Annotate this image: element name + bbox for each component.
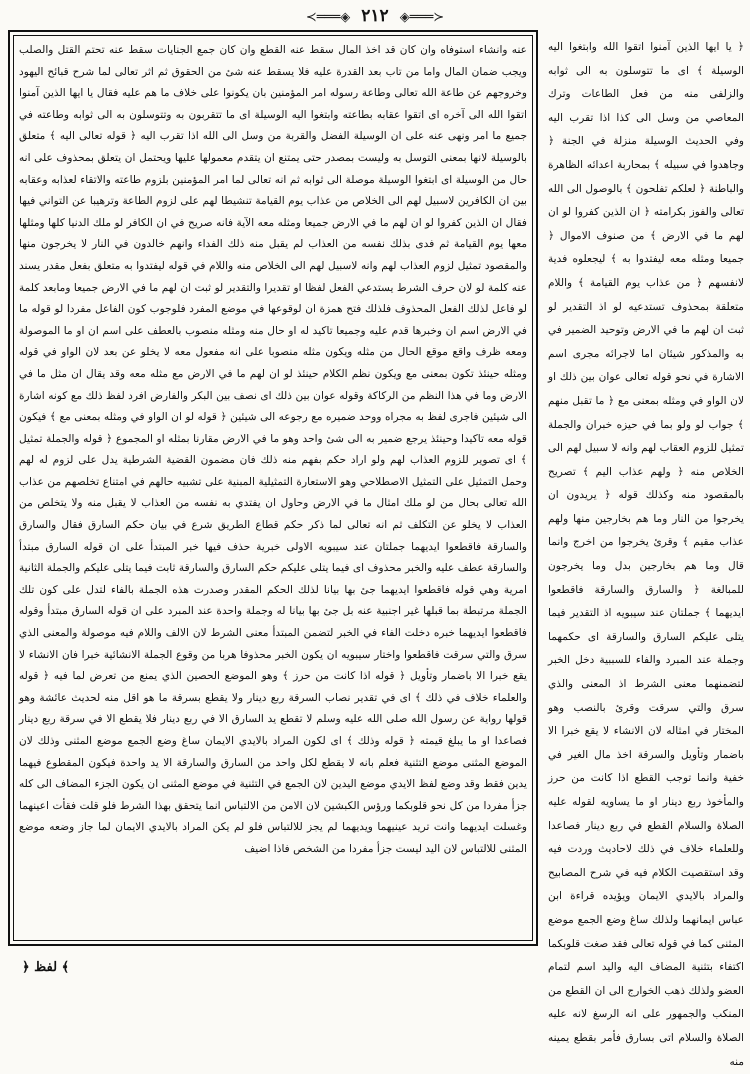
page-number: ٢١٢: [361, 6, 389, 26]
main-commentary-text: عنه وانشاء استوفاه وان كان قد اخذ المال سقط عنه القطع وان كان جمع الجنايات سقط عنه تحتم القتل والصلب ويجب ضمان المال واما من تاب بعد القدرة عليه فلا يسقط عنه شئ من الحقوق ثم اثر تعالى لما شرح قبائح اليهود وخروجهم عن طاعة الله تعالى وطاعة رسوله امر المؤمنين بان يكونوا على خلاف ما هم عليه فقال يا ايها الذين آمنوا اتقوا الله الى آخره اى اتقوا عقابه بطاعته وابتغوا اليه الوسيلة اى ما تتقربون به وتتوسلون به الى ثوابه وطاعته في جميع ما امر ونهى عنه على ان الوسيلة الفضل والقربة من وسل الى الله اذا تقرب اليه ﴿ قوله تعالى اليه ﴾ متعلق بالوسيلة لانها بمعنى التوسل به وليست بمصدر حتى يمتنع ان يتقدم معمولها عليها ويحتمل ان يتعلق بمحذوف على انه حال من الوسيلة اى ابتغوا الوسيلة موصلة الى ثوابه ثم انه تعالى لما امر المؤمنين بلزوم طاعته والاتقاء لعذابه وعقابه بين ان الكافرين لاسبيل لهم الى الخلاص من عذاب يوم القيامة تنشيطا لهم على لزوم الطاعة وترهيبا عن التواني فيها فقال ان الذين كفروا لو ان لهم ما في الارض جميعا ومثله معه الآية فانه صريح في ان الكافر لو ملك الدنيا كلها ومثلها معها يوم القيامة ثم فدى بذلك نفسه من العذاب لم يقبل منه ذلك الفداء وانهم خالدون في النار لا يخرجون منها والمقصود تمثيل لزوم العذاب لهم وانه لاسبيل لهم الى الخلاص منه واللام في قوله ليفتدوا به متعلق بفعل مقدر يسند عنه كلمة لو لان حرف الشرط يستدعي الفعل لفظا او تقديرا والتقدير لو ثبت ان لهم ما في الارض جميعا ومابعد كلمة لو فاعل لذلك الفعل المحذوف فلذلك فتح همزة ان لوقوعها في موضع المفرد فلوجوب كون الفاعل مفردا لو قوله ما في الارض اسم ان وخبرها قدم عليه وجميعا تاكيد له او حال منه ومثله منصوب بالعطف على اسم ان او ما الموصولة ومعه ظرف واقع موقع الحال من مثله ويكون مثله منصوبا على انه مفعول معه لا يخلو عن بعد لان الواو في قوله ومثله حينئذ تكون بمعنى مع ويكون نظم الكلام حينئذ لو ان لهم ما في الارض مع مثله معه وقد يقال ان مثل ما في الارض وما في هذا النظم من الركاكة وقوله عوان بين ذلك اى نصف بين البكر والفارض افرد لفظ ذلك مع كونه اشارة الى شيئين فاجرى لفظ به مجراه ووحد ضميره مع رجوعه الى شيئين ﴿ قوله لو ان الواو في ومثله بمعنى مع ﴾ فيكون قوله معه تاكيدا وحينئذ يرجع ضمير به الى شئ واحد وهو ما في الارض مقارنا بمثله او المجموع ﴿ قوله والجملة تمثيل ﴾ اى تصوير للزوم العذاب لهم ولو اراد حكم بفهم منه ذلك فان مضمون القضية الشرطية يدل على لزوم له لهم وحمل التمثيل على التمثيل الاصطلاحي وهو الاستعارة التمثيلية المبنية على تشبيه حالهم في امتناع تخلصهم من عذاب الله تعالى بحال من لو ملك امثال ما في الارض وحاول ان يفتدي به نفسه من العذاب لا يقبل منه ولا يتخلص من العذاب لا يخلو عن التكلف ثم انه تعالى لما ذكر حكم قطاع الطريق شرع في بيان حكم السارق فقال والسارق والسارقة فاقطعوا ايديهما جملتان عند سيبويه الاولى خبرية حذف فيها خبر المبتدأ على ان قوله السارق مبتدأ والسارقة عطف عليه والخبر محذوف اى فيما يتلى عليكم حكم السارق والسارقة ثابت فيما يتلى عليكم والجملة الثانية امرية وهي قوله فاقطعوا ايديهما جئ بها بيانا لذلك الحكم المقدر وصدرت هذه الجملة بالفاء لتدل على كون تلك الجملة مرتبطة بما قبلها غير اجنبية عنه بل جئ بها بيانا له وجملة واحدة عند المبرد على ان قوله السارق مبتدأ وقوله فاقطعوا ايديهما خبره دخلت الفاء في الخبر لتضمن المبتدأ معنى الشرط لان الالف واللام فيه موصولة والمعنى الذي سرق والتي سرقت فاقطعوا واختار سيبويه ان يكون الخبر محذوفا هربا من وقوع الجملة الانشائية خبرا فان الانشاء لا يقع خبرا الا باضمار وتأويل ﴿ قوله اذا كانت من حرز ﴾ وهو الموضع الحصين الذي يمنع من تعرض لما فيه ﴿ قوله والعلماء خلاف في ذلك ﴾ اى في تقدير نصاب السرقة ربع دينار ولا يقطع بسرقة ما هو اقل منه لحديث عائشة وهو قولها رواية عن رسول الله صلى الله عليه وسلم لا تقطع يد السارق الا في ربع دينار فلا يقطع الا في سرقة ربع دينار فصاعدا او ما يبلغ قيمته ﴿ قوله وذلك ﴾ اى لكون المراد بالايدي الايمان ساغ وضع الجمع موضع المثنى وذلك لان الموضع المثنى موضع التثنية فعلم بانه لا يقطع لكل واحد من السارق والسارقة الا يد واحدة فيكون المقطوع فيهما يدين فقط وقد وضع لفظ الايدي موضع اليدين لان الجمع في التثنية في موضع المثنى ان يكون الجزء المضاف الى كله جزأ مفردا من كل نحو قلوبكما ورؤس الكبشين لان الامن من الالتباس انما يتحقق بهذا الشرط فلو قلت فقأت اعينهما وغسلت ايديهما وانت تريد عينيهما ويديهما لم يجز للالتباس فلو لم يكن المراد بالايدي الايمان لما جاز وضعه موضع المثنى للالتباس لان اليد ليست جزأ مفردا من الشخص فاذا اضيف: [19, 44, 527, 855]
margin-tafsir-column: [548, 36, 744, 1068]
main-commentary-frame: [8, 30, 538, 946]
margin-tafsir-text: ﴿ يا ايها الذين آمنوا اتقوا الله وابتغوا اليه الوسيلة ﴾ اى ما تتوسلون به الى ثوابه والزلفى منه من فعل الطاعات وترك المعاصي من وسل الى كذا اذا تقرب اليه وفي الحديث الوسيلة منزلة في الجنة ﴿ وجاهدوا في سبيله ﴾ بمحاربة اعدائه الظاهرة والباطنة ﴿ لعلكم تفلحون ﴾ بالوصول الى الله تعالى والفوز بكرامته ﴿ ان الذين كفروا لو ان لهم ما في الارض ﴾ من صنوف الاموال ﴿ جميعا ومثله معه ليفتدوا به ﴾ ليجعلوه فدية لانفسهم ﴿ من عذاب يوم القيامة ﴾ واللام متعلقة بمحذوف تستدعيه لو اذ التقدير لو ثبت ان لهم ما في الارض وتوحيد الضمير في به والمذكور شيئان اما لاجرائه مجرى اسم الاشارة في نحو قوله تعالى عوان بين ذلك او لان الواو في ومثله بمعنى مع ﴿ ما تقبل منهم ﴾ جواب لو ولو بما في حيزه خبران والجملة تمثيل للزوم العقاب لهم وانه لا سبيل لهم الى الخلاص منه ﴿ ولهم عذاب اليم ﴾ تصريح بالمقصود منه وكذلك قوله ﴿ يريدون ان يخرجوا من النار وما هم بخارجين منها ولهم عذاب مقيم ﴾ وقرئ يخرجوا من اخرج وانما قال وما هم بخارجين بدل وما يخرجون للمبالغة ﴿ والسارق والسارقة فاقطعوا ايديهما ﴾ جملتان عند سيبويه اذ التقدير فيما يتلى عليكم السارق والسارقة اى حكمهما وجملة عند المبرد والفاء للسببية دخل الخبر لتضمنهما معنى الشرط اذ المعنى والذي سرق والتي سرقت وقرئ بالنصب وهو المختار في امثاله لان الانشاء لا يقع خبرا الا باضمار وتأويل والسرقة اخذ مال الغير في خفية وانما توجب القطع اذا كانت من حرز والمأخوذ ربع دينار او ما يساويه لقوله عليه الصلاة والسلام القطع في ربع دينار فصاعدا وللعلماء خلاف في ذلك لاحاديث وردت فيه وقد استقصيت الكلام فيه في شرح المصابيح والمراد بالايدي الايمان ويؤيده قراءة ابن عباس ايمانهما ولذلك ساغ وضع الجمع موضع المثنى كما في قوله تعالى فقد صغت قلوبكما اكتفاء بتثنية المضاف اليه واليد اسم لتمام العضو ولذلك ذهب الخوارج الى ان القطع من المنكب والجمهور على انه الرسغ لانه عليه الصلاة والسلام اتى بسارق فأمر بقطع يمينه منه: [548, 41, 744, 1068]
catchword: ﴿ لفظ ﴾: [22, 960, 70, 975]
header-ornament-left: ≺═══◈: [305, 10, 351, 25]
header-ornament-right: ◈═══≻: [399, 10, 445, 25]
